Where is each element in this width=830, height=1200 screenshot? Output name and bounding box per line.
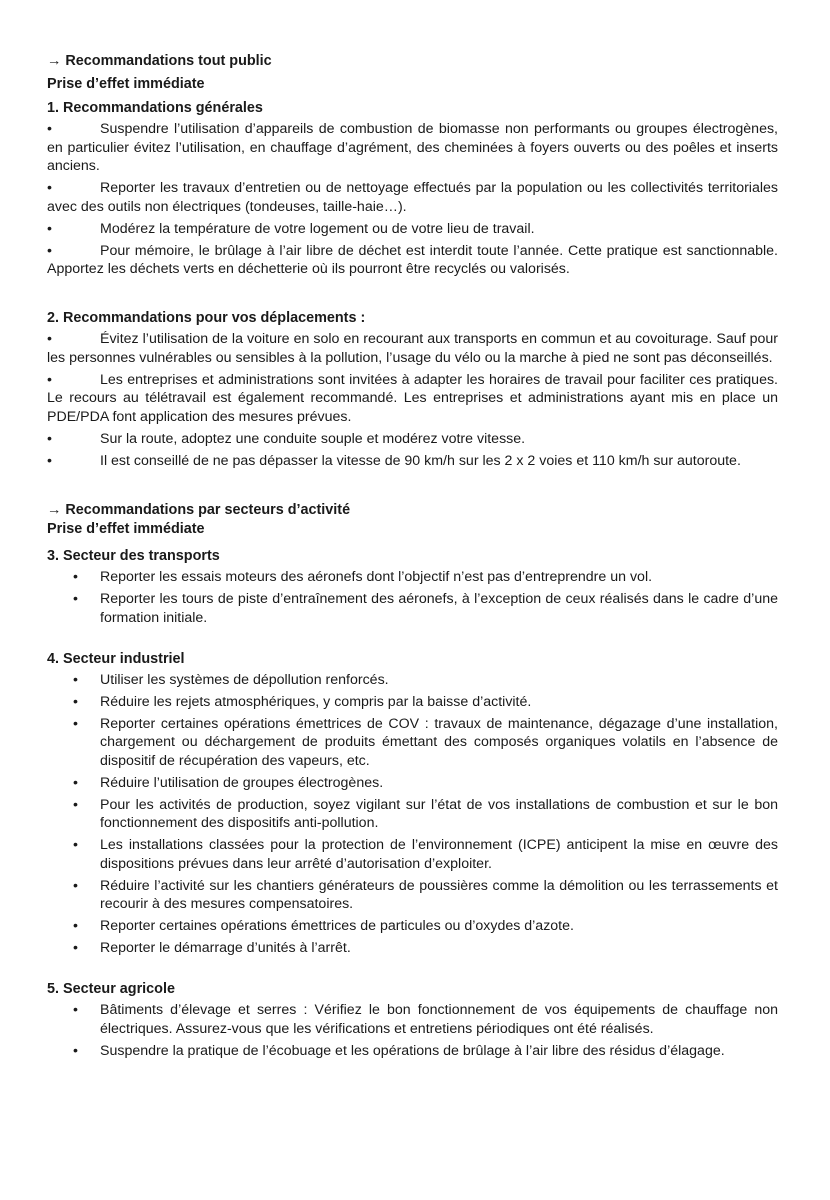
section-transport-sector — [47, 547, 778, 627]
section-agricultural-sector — [47, 980, 778, 1060]
list-item-text: Reporter les tours de piste d’entraînement des aéronefs, à l’exception de ceux réalisés dans le cadre d’une formation initiale. — [100, 591, 778, 626]
bullet-icon: • — [47, 180, 52, 197]
bullet-icon: • — [47, 220, 52, 237]
bullet-icon: • — [47, 331, 52, 348]
section-title: 5. Secteur agricole — [47, 981, 175, 998]
list-item-text: Sur la route, adoptez une conduite souple et modérez votre vitesse. — [100, 431, 526, 448]
bullet-icon: • — [73, 940, 78, 957]
bullet-icon: • — [73, 569, 78, 586]
list-item-text: Reporter certaines opérations émettrices de particules ou d’oxydes d’azote. — [100, 918, 574, 935]
bullet-icon: • — [47, 371, 52, 388]
bullet-icon: • — [73, 693, 78, 710]
list-item — [47, 179, 778, 216]
list-item — [47, 430, 778, 449]
block-heading-public — [47, 52, 778, 71]
block-heading-sectors — [47, 501, 778, 520]
list-item-text: Réduire l’utilisation de groupes électrogènes. — [100, 774, 384, 791]
list-item-text: Suspendre la pratique de l’écobuage et les opérations de brûlage à l’air libre des résidus d’élagage. — [100, 1043, 725, 1059]
section-industrial-sector — [47, 650, 778, 958]
list-item-text: Bâtiments d’élevage et serres : Vérifiez le bon fonctionnement de vos équipements de chauffage non électriques. Assurez-vous que les vérifications et entretiens périodiques ont été réalisés. — [100, 1002, 778, 1038]
list-item-text: Les entreprises et administrations sont invitées à adapter les horaires de travail pour faciliter ces pratiques. Le recours au télétravail est également recommandé. Les entreprises et administrations ayant mis en place un PDE/PDA font application des mesures prévues. — [47, 371, 778, 426]
list-item — [47, 590, 778, 627]
bullet-icon: • — [73, 918, 78, 935]
list-item-text: Utiliser les systèmes de dépollution renforcés. — [100, 671, 389, 688]
list-item — [47, 220, 778, 239]
list-item — [47, 836, 778, 873]
section-title: 3. Secteur des transports — [47, 548, 220, 565]
bullet-icon: • — [73, 774, 78, 791]
bullet-icon: • — [73, 1002, 78, 1019]
list-item — [47, 330, 778, 367]
list-item-text: Pour mémoire, le brûlage à l’air libre de déchet est interdit toute l’année. Cette pratique est sanctionnable. Apportez les déchets verts en déchetterie où ils pourront être recyclés ou valorisés. — [47, 242, 778, 278]
list-item — [47, 715, 778, 771]
section-travel-recommendations — [47, 309, 778, 470]
list-item — [47, 939, 778, 958]
bullet-icon: • — [73, 591, 78, 608]
list-item-text: Reporter le démarrage d’unités à l’arrêt. — [100, 940, 351, 957]
recommendation-list — [47, 330, 778, 470]
list-item-text: Réduire les rejets atmosphériques, y compris par la baisse d’activité. — [100, 693, 532, 710]
section-general-recommendations — [47, 99, 778, 279]
list-item — [47, 671, 778, 690]
section-title: 2. Recommandations pour vos déplacements : — [47, 310, 366, 327]
bullet-icon: • — [47, 121, 52, 137]
list-item — [47, 452, 778, 471]
section-title: 4. Secteur industriel — [47, 650, 185, 667]
list-item — [47, 796, 778, 833]
list-item-text: Reporter certaines opérations émettrices de COV : travaux de maintenance, dégazage d’une installation, chargement ou déchargement de produits émettant des composés organiques volatils en l’absence de dispositif de récupération des vapeurs, etc. — [100, 715, 778, 769]
arrow-right-icon: → — [47, 53, 62, 69]
list-item-text: Pour les activités de production, soyez vigilant sur l’état de vos installations de combustion et sur le bon fonctionnement des dispositifs anti-pollution. — [100, 796, 778, 832]
bullet-icon: • — [47, 242, 52, 259]
list-item-text: Reporter les essais moteurs des aéronefs dont l’objectif n’est pas d’entreprendre un vol. — [100, 569, 653, 586]
block-title: Recommandations tout public — [65, 53, 272, 69]
bullet-icon: • — [73, 671, 78, 688]
list-item-text: Reporter les travaux d’entretien ou de nettoyage effectués par la population ou les collectivités territoriales avec des outils non électriques (tondeuses, taille-haie…). — [47, 180, 778, 215]
list-item-text: Réduire l’activité sur les chantiers générateurs de poussières comme la démolition ou les terrassements et recourir à des mesures compensatoires. — [100, 877, 778, 913]
bullet-icon: • — [73, 837, 78, 854]
list-item — [47, 774, 778, 793]
recommendation-list — [47, 671, 778, 958]
bullet-icon: • — [73, 877, 78, 894]
effect-subtitle: Prise d’effet immédiate — [47, 521, 205, 538]
bullet-icon: • — [47, 453, 52, 470]
bullet-icon: • — [47, 431, 52, 448]
list-item-text: Il est conseillé de ne pas dépasser la vitesse de 90 km/h sur les 2 x 2 voies et 110 km/h sur autoroute. — [100, 453, 741, 470]
list-item — [47, 693, 778, 712]
recommendation-list — [47, 1001, 778, 1060]
list-item — [47, 242, 778, 279]
section-title: 1. Recommandations générales — [47, 100, 263, 116]
list-item — [47, 371, 778, 427]
bullet-icon: • — [73, 796, 78, 813]
bullet-icon: • — [73, 715, 78, 732]
effect-subtitle: Prise d’effet immédiate — [47, 76, 205, 92]
list-item — [47, 1042, 778, 1061]
list-item — [47, 877, 778, 914]
list-item — [47, 120, 778, 176]
list-item-text: Évitez l’utilisation de la voiture en solo en recourant aux transports en commun et au covoiturage. Sauf pour les personnes vulnérables ou sensibles à la pollution, l’usage du vélo ou la marche à pied ne sont pas déconseillés. — [47, 331, 778, 366]
list-item — [47, 568, 778, 587]
list-item — [47, 1001, 778, 1038]
arrow-right-icon: → — [47, 502, 62, 519]
list-item — [47, 917, 778, 936]
bullet-icon: • — [73, 1043, 78, 1059]
recommendation-list — [47, 120, 778, 279]
list-item-text: Modérez la température de votre logement ou de votre lieu de travail. — [100, 220, 535, 237]
recommendation-list — [47, 568, 778, 627]
block-title: Recommandations par secteurs d’activité — [65, 502, 351, 519]
list-item-text: Suspendre l’utilisation d’appareils de combustion de biomasse non performants ou groupes électrogènes, en particulier évitez l’utilisation, en chauffage d’agrément, des cheminées à foyers ouverts ou des poêles et inserts anciens. — [47, 121, 778, 175]
list-item-text: Les installations classées pour la protection de l’environnement (ICPE) anticipent la mise en œuvre des dispositions prévues dans leur arrêté d’autorisation d’exploiter. — [100, 837, 778, 872]
